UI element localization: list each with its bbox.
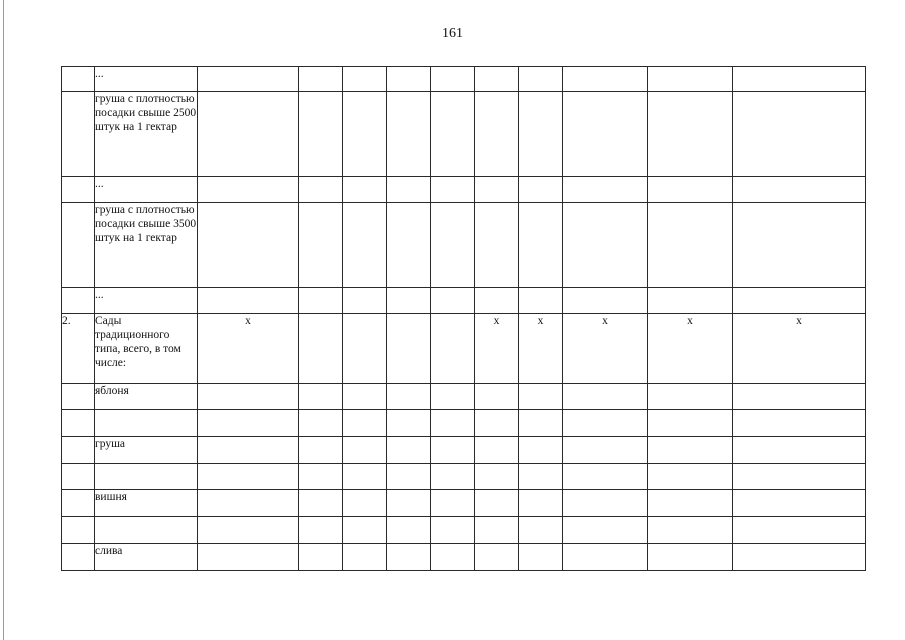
value-cell: [563, 544, 648, 571]
table-row: [62, 92, 866, 177]
value-cell: [387, 464, 431, 490]
value-cell: [299, 464, 343, 490]
value-cell: [431, 517, 475, 544]
value-cell: [343, 384, 387, 410]
value-cell: [648, 177, 733, 203]
value-cell: [299, 410, 343, 437]
value-cell: [475, 517, 519, 544]
row-number-cell: [62, 177, 95, 203]
value-cell: [299, 177, 343, 203]
value-cell: [431, 288, 475, 314]
value-cell: [733, 437, 866, 464]
page-number: 161: [442, 26, 463, 41]
value-cell: [343, 410, 387, 437]
row-name-cell: [95, 464, 198, 490]
table-row: [62, 464, 866, 490]
value-cell: [343, 464, 387, 490]
value-cell: [387, 437, 431, 464]
value-cell: [198, 288, 299, 314]
row-number-cell: [62, 437, 95, 464]
value-cell: [648, 437, 733, 464]
value-cell: [563, 92, 648, 177]
table-row: [62, 177, 866, 203]
value-cell: [519, 490, 563, 517]
table-row: [62, 437, 866, 464]
row-name-cell: яблоня: [95, 384, 198, 410]
value-cell: [475, 544, 519, 571]
value-cell: [733, 410, 866, 437]
value-cell: [733, 203, 866, 288]
value-cell: [299, 288, 343, 314]
value-cell: [563, 288, 648, 314]
row-name-cell: груша: [95, 437, 198, 464]
row-number-cell: [62, 490, 95, 517]
value-cell: [648, 490, 733, 517]
value-cell: [519, 288, 563, 314]
value-cell: [431, 410, 475, 437]
table-row: [62, 384, 866, 410]
row-number-cell: 2.: [62, 314, 95, 384]
value-cell: [563, 177, 648, 203]
value-cell: [299, 92, 343, 177]
value-cell: [733, 517, 866, 544]
value-cell: [519, 410, 563, 437]
value-cell: [563, 464, 648, 490]
value-cell: [648, 203, 733, 288]
value-cell: [733, 288, 866, 314]
row-number-cell: [62, 544, 95, 571]
value-cell: [475, 92, 519, 177]
value-cell: [563, 203, 648, 288]
value-cell: [563, 437, 648, 464]
value-cell: [648, 517, 733, 544]
row-name-cell: Сады традиционного типа, всего, в том числе:: [95, 314, 198, 384]
value-cell: [563, 384, 648, 410]
value-cell: x: [563, 314, 648, 384]
value-cell: [343, 517, 387, 544]
value-cell: [299, 314, 343, 384]
row-number-cell: [62, 410, 95, 437]
value-cell: [299, 544, 343, 571]
value-cell: [343, 177, 387, 203]
value-cell: [648, 410, 733, 437]
value-cell: [431, 384, 475, 410]
value-cell: [198, 203, 299, 288]
value-cell: [519, 67, 563, 92]
value-cell: [648, 288, 733, 314]
value-cell: [563, 517, 648, 544]
value-cell: [733, 177, 866, 203]
value-cell: [198, 437, 299, 464]
page-edge-rule: [3, 0, 4, 640]
value-cell: [198, 177, 299, 203]
value-cell: [431, 490, 475, 517]
value-cell: [519, 92, 563, 177]
value-cell: [519, 203, 563, 288]
table-row: [62, 517, 866, 544]
value-cell: [299, 517, 343, 544]
value-cell: [343, 67, 387, 92]
value-cell: [475, 384, 519, 410]
row-number-cell: [62, 92, 95, 177]
value-cell: x: [648, 314, 733, 384]
value-cell: [431, 464, 475, 490]
value-cell: [648, 92, 733, 177]
value-cell: [299, 384, 343, 410]
value-cell: [475, 437, 519, 464]
value-cell: [387, 177, 431, 203]
value-cell: x: [519, 314, 563, 384]
value-cell: [387, 410, 431, 437]
value-cell: [563, 67, 648, 92]
row-number-cell: [62, 464, 95, 490]
row-number-cell: [62, 203, 95, 288]
value-cell: [387, 92, 431, 177]
value-cell: [343, 490, 387, 517]
value-cell: [198, 517, 299, 544]
value-cell: [733, 92, 866, 177]
value-cell: [343, 437, 387, 464]
value-cell: [475, 67, 519, 92]
value-cell: [387, 544, 431, 571]
table-row: [62, 410, 866, 437]
value-cell: [431, 314, 475, 384]
row-name-cell: ...: [95, 67, 198, 92]
value-cell: [733, 464, 866, 490]
value-cell: [343, 314, 387, 384]
value-cell: [343, 203, 387, 288]
value-cell: [343, 92, 387, 177]
row-name-cell: [95, 517, 198, 544]
value-cell: [519, 464, 563, 490]
value-cell: [519, 544, 563, 571]
value-cell: x: [733, 314, 866, 384]
row-name-cell: слива: [95, 544, 198, 571]
value-cell: [648, 544, 733, 571]
value-cell: [519, 437, 563, 464]
value-cell: [431, 203, 475, 288]
row-name-cell: ...: [95, 177, 198, 203]
value-cell: [733, 544, 866, 571]
value-cell: [475, 177, 519, 203]
row-name-cell: груша с плотностью посадки свыше 2500 штук на 1 гектар: [95, 92, 198, 177]
table-row: [62, 490, 866, 517]
value-cell: [299, 67, 343, 92]
value-cell: [387, 517, 431, 544]
value-cell: x: [475, 314, 519, 384]
value-cell: [387, 203, 431, 288]
value-cell: [519, 384, 563, 410]
value-cell: [387, 288, 431, 314]
table-row: [62, 314, 866, 384]
value-cell: [475, 203, 519, 288]
value-cell: [431, 437, 475, 464]
value-cell: [198, 410, 299, 437]
value-cell: [431, 177, 475, 203]
row-name-cell: ...: [95, 288, 198, 314]
value-cell: [475, 288, 519, 314]
value-cell: [733, 67, 866, 92]
row-number-cell: [62, 517, 95, 544]
value-cell: [198, 92, 299, 177]
value-cell: [648, 67, 733, 92]
value-cell: [299, 437, 343, 464]
value-cell: [519, 517, 563, 544]
row-number-cell: [62, 67, 95, 92]
value-cell: [563, 410, 648, 437]
value-cell: [387, 314, 431, 384]
value-cell: [648, 384, 733, 410]
value-cell: [733, 490, 866, 517]
row-name-cell: [95, 410, 198, 437]
value-cell: [299, 203, 343, 288]
table-row: [62, 67, 866, 92]
value-cell: [343, 288, 387, 314]
value-cell: [475, 410, 519, 437]
value-cell: [198, 67, 299, 92]
value-cell: [431, 92, 475, 177]
table-row: [62, 288, 866, 314]
value-cell: [648, 464, 733, 490]
table-row: [62, 544, 866, 571]
value-cell: [475, 490, 519, 517]
value-cell: [198, 384, 299, 410]
value-cell: [563, 490, 648, 517]
row-name-cell: вишня: [95, 490, 198, 517]
value-cell: [475, 464, 519, 490]
value-cell: [343, 544, 387, 571]
table-row: [62, 203, 866, 288]
value-cell: [519, 177, 563, 203]
value-cell: [431, 544, 475, 571]
row-name-cell: груша с плотностью посадки свыше 3500 штук на 1 гектар: [95, 203, 198, 288]
value-cell: [387, 384, 431, 410]
value-cell: [431, 67, 475, 92]
value-cell: [733, 384, 866, 410]
row-number-cell: [62, 288, 95, 314]
value-cell: [387, 490, 431, 517]
value-cell: [198, 464, 299, 490]
value-cell: [299, 490, 343, 517]
value-cell: [198, 490, 299, 517]
data-table: [61, 66, 866, 571]
row-number-cell: [62, 384, 95, 410]
value-cell: [387, 67, 431, 92]
value-cell: x: [198, 314, 299, 384]
value-cell: [198, 544, 299, 571]
